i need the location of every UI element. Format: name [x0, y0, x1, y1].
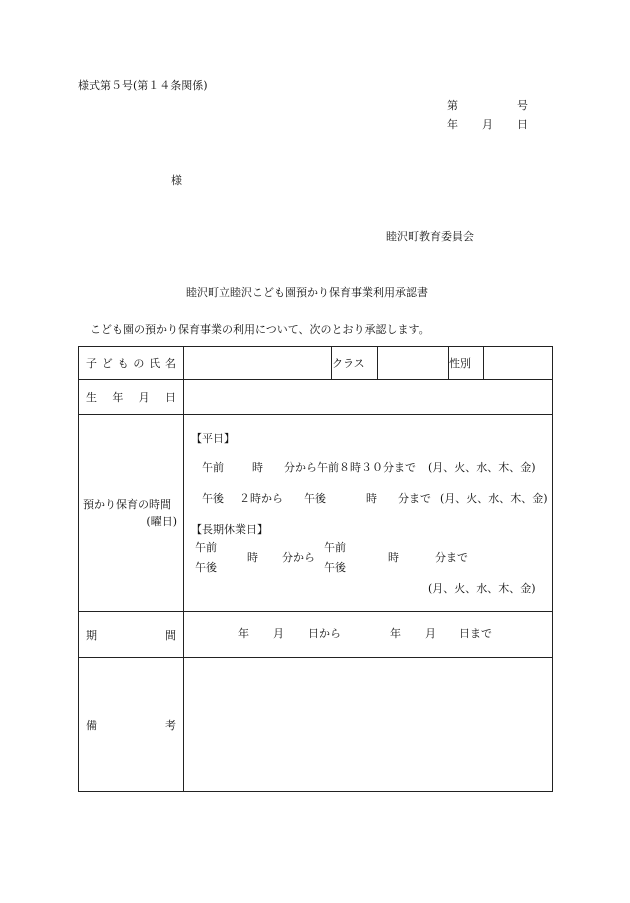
date-month-label: 月: [482, 118, 493, 131]
child-name-label: 子 ど も の 氏 名: [79, 347, 184, 380]
weekday-pm-label: 午後: [202, 492, 224, 505]
weekday-pm-from: ２時から: [239, 492, 283, 505]
weekday-am-until: 分から午前８時３０分まで: [284, 461, 416, 474]
class-label: クラス: [332, 347, 378, 380]
holiday-hour-2: 時: [388, 551, 399, 564]
addressee-honorific: 様: [171, 174, 182, 187]
holiday-minute-until: 分まで: [435, 551, 468, 564]
remarks-field[interactable]: [184, 658, 553, 792]
weekday-am-hour: 時: [252, 461, 263, 474]
weekday-pm-label-2: 午後: [304, 492, 326, 505]
birth-date-label: 生 年 月 日: [79, 380, 184, 415]
document-title: 睦沢町立睦沢こども園預かり保育事業利用承認書: [186, 286, 428, 299]
holiday-days: (月、火、水、木、金): [428, 582, 536, 595]
weekday-am-days: (月、火、水、木、金): [428, 461, 536, 474]
remarks-label: 備 考: [79, 658, 184, 792]
weekday-header: 【平日】: [191, 432, 235, 445]
period-from-year: 年: [238, 627, 249, 640]
row-child-name: [79, 347, 553, 380]
doc-number-suffix: 号: [517, 99, 528, 112]
child-name-field[interactable]: [184, 347, 332, 380]
weekday-pm-days: (月、火、水、木、金): [440, 492, 548, 505]
weekday-pm-hour: 時: [366, 492, 377, 505]
period-field[interactable]: [184, 612, 553, 658]
weekday-am-label: 午前: [202, 461, 224, 474]
holiday-hour-1: 時: [247, 551, 258, 564]
holiday-pm-label-1: 午後: [195, 561, 217, 574]
row-birth-date: [79, 380, 553, 415]
holiday-am-label-2: 午前: [324, 541, 346, 554]
approval-table: [78, 346, 553, 792]
class-field[interactable]: [378, 347, 449, 380]
period-from-month: 月: [273, 627, 284, 640]
holiday-pm-label-2: 午後: [324, 561, 346, 574]
date-day-label: 日: [517, 118, 528, 131]
period-to-month: 月: [425, 627, 436, 640]
period-to-year: 年: [390, 627, 401, 640]
gender-label: 性別: [449, 347, 484, 380]
period-to-day: 日まで: [459, 627, 492, 640]
holiday-minute-from: 分から: [282, 551, 315, 564]
weekday-pm-until: 分まで: [398, 492, 431, 505]
long-holiday-header: 【長期休業日】: [191, 523, 268, 536]
row-remarks: [79, 658, 553, 792]
period-from-day: 日から: [308, 627, 341, 640]
row-care-time: [79, 415, 553, 612]
birth-date-field[interactable]: [184, 380, 553, 415]
form-number: 様式第５号(第１４条関係): [78, 79, 208, 92]
issuer-name: 睦沢町教育委員会: [386, 230, 474, 243]
care-time-label: 預かり保育の時間 (曜日): [79, 415, 184, 612]
period-label: 期 間: [79, 612, 184, 658]
doc-number-prefix: 第: [447, 99, 458, 112]
row-period: [79, 612, 553, 658]
care-time-field: [184, 415, 553, 612]
date-year-label: 年: [447, 118, 458, 131]
holiday-am-label-1: 午前: [195, 541, 217, 554]
intro-text: こども園の預かり保育事業の利用について、次のとおり承認します。: [90, 323, 430, 336]
gender-field[interactable]: [484, 347, 553, 380]
